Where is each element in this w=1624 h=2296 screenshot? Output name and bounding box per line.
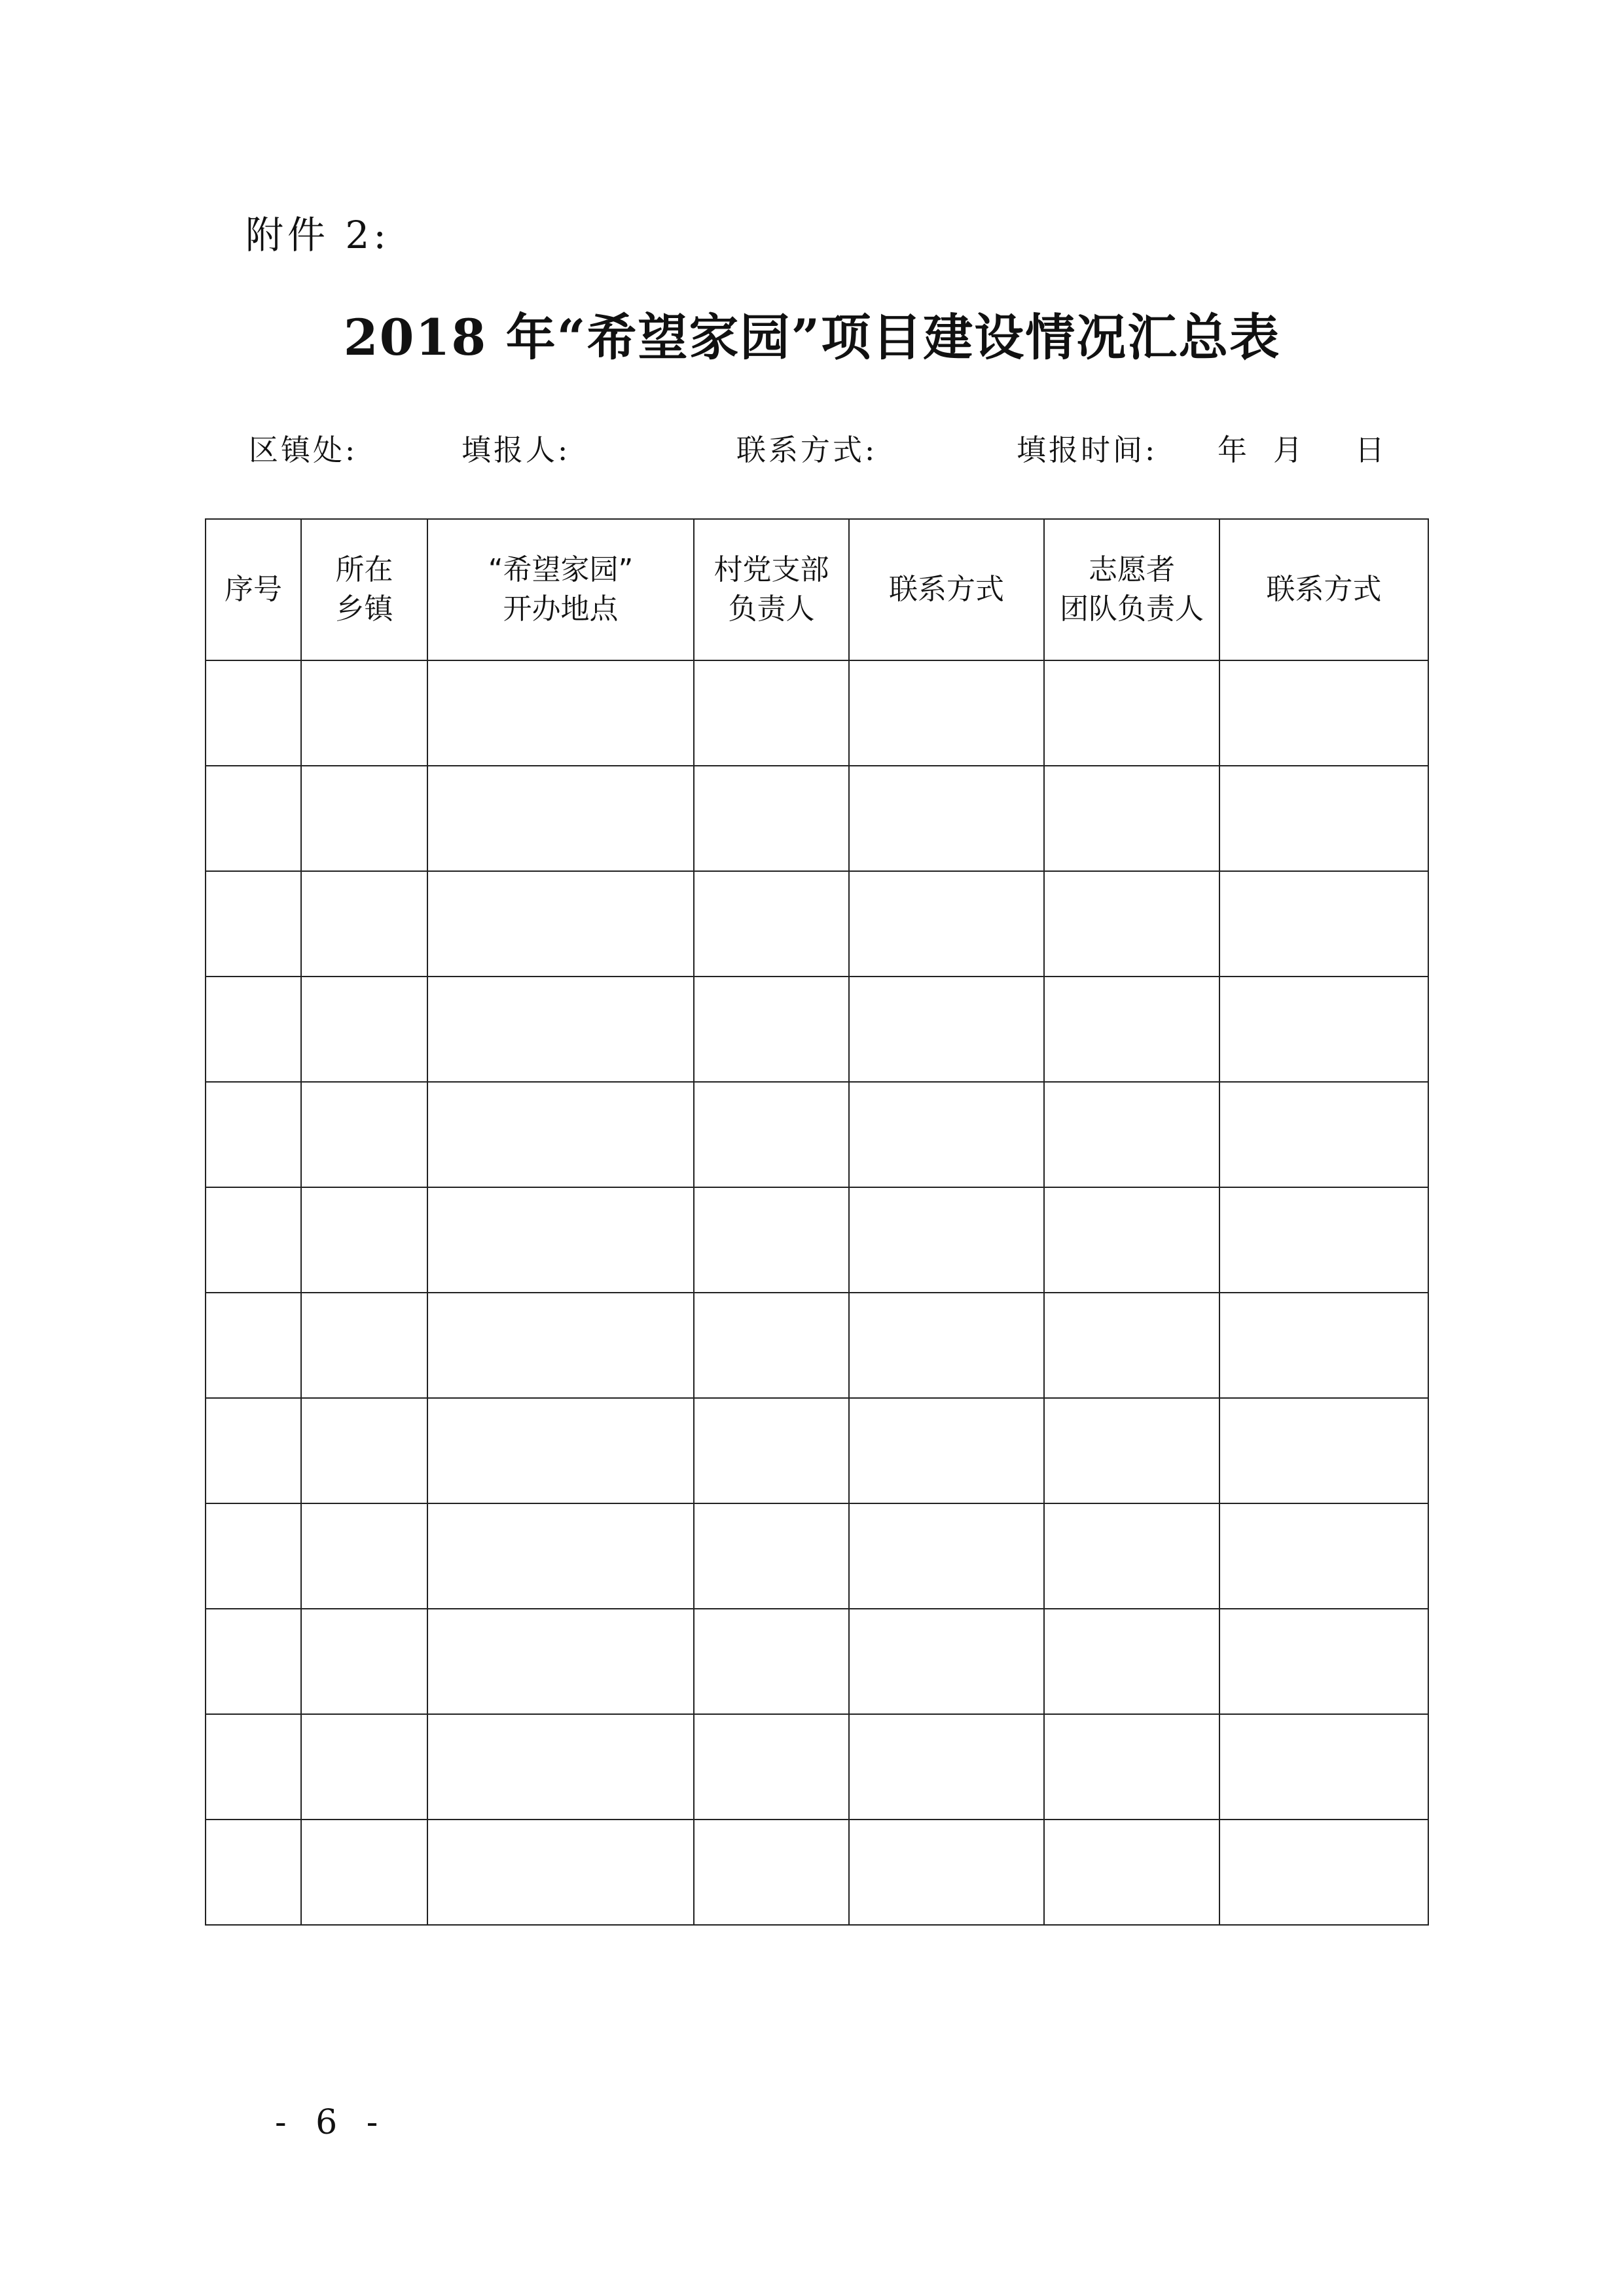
table-cell[interactable] — [427, 1820, 694, 1925]
table-row — [206, 1503, 1428, 1609]
table-cell[interactable] — [206, 1398, 301, 1503]
table-cell[interactable] — [849, 1398, 1044, 1503]
summary-table — [205, 518, 1429, 1926]
table-cell[interactable] — [849, 660, 1044, 766]
meta-district-label: 区镇处: — [249, 433, 358, 467]
table-cell[interactable] — [694, 1609, 849, 1714]
table-cell[interactable] — [1044, 1187, 1219, 1293]
table-cell[interactable] — [427, 1714, 694, 1820]
table-cell[interactable] — [301, 1082, 427, 1187]
table-cell[interactable] — [301, 1609, 427, 1714]
table-cell[interactable] — [1219, 1820, 1428, 1925]
table-cell[interactable] — [301, 1187, 427, 1293]
table-cell[interactable] — [301, 977, 427, 1082]
table-cell[interactable] — [1219, 1082, 1428, 1187]
table-cell[interactable] — [206, 871, 301, 977]
table-row — [206, 1609, 1428, 1714]
header-party-branch-leader: 村党支部 负责人 — [694, 519, 849, 660]
table-cell[interactable] — [206, 1820, 301, 1925]
table-cell[interactable] — [301, 1398, 427, 1503]
table-cell[interactable] — [427, 871, 694, 977]
table-cell[interactable] — [206, 1293, 301, 1398]
table-cell[interactable] — [1219, 1187, 1428, 1293]
table-cell[interactable] — [694, 1820, 849, 1925]
table-cell[interactable] — [1219, 1293, 1428, 1398]
meta-day-label: 日 — [1355, 433, 1388, 467]
table-cell[interactable] — [427, 660, 694, 766]
table-row — [206, 766, 1428, 871]
table-cell[interactable] — [301, 1293, 427, 1398]
table-row — [206, 977, 1428, 1082]
table-cell[interactable] — [427, 1293, 694, 1398]
table-cell[interactable] — [1219, 1609, 1428, 1714]
header-volunteer-leader: 志愿者 团队负责人 — [1044, 519, 1219, 660]
attachment-label: 附件 2: — [245, 213, 390, 257]
table-row — [206, 1714, 1428, 1820]
table-cell[interactable] — [1219, 1503, 1428, 1609]
table-cell[interactable] — [694, 1187, 849, 1293]
meta-fill-time-label: 填报时间: — [1017, 433, 1158, 467]
table-cell[interactable] — [1044, 660, 1219, 766]
table-cell[interactable] — [1044, 1609, 1219, 1714]
table-cell[interactable] — [1219, 977, 1428, 1082]
table-cell[interactable] — [849, 1503, 1044, 1609]
table-cell[interactable] — [427, 1187, 694, 1293]
table-cell[interactable] — [206, 977, 301, 1082]
table-cell[interactable] — [206, 766, 301, 871]
table-cell[interactable] — [694, 1293, 849, 1398]
table-cell[interactable] — [301, 660, 427, 766]
table-cell[interactable] — [1044, 1503, 1219, 1609]
meta-contact-label: 联系方式: — [736, 433, 878, 467]
table-cell[interactable] — [694, 1082, 849, 1187]
table-row — [206, 1820, 1428, 1925]
table-cell[interactable] — [849, 1187, 1044, 1293]
table-cell[interactable] — [849, 1082, 1044, 1187]
table-header-row — [206, 519, 1428, 660]
table-cell[interactable] — [694, 977, 849, 1082]
header-township: 所在 乡镇 — [301, 519, 427, 660]
table-cell[interactable] — [849, 871, 1044, 977]
table-row — [206, 1082, 1428, 1187]
meta-year-label: 年 — [1218, 433, 1250, 467]
meta-month-label: 月 — [1273, 433, 1306, 467]
table-cell[interactable] — [849, 1293, 1044, 1398]
table-cell[interactable] — [206, 660, 301, 766]
table-row — [206, 871, 1428, 977]
table-cell[interactable] — [694, 1503, 849, 1609]
header-serial-number: 序号 — [206, 519, 301, 660]
table-cell[interactable] — [1044, 1082, 1219, 1187]
meta-filler-label: 填报人: — [461, 433, 571, 467]
table-cell[interactable] — [694, 871, 849, 977]
table-row — [206, 1293, 1428, 1398]
table-cell[interactable] — [206, 1609, 301, 1714]
table-cell[interactable] — [849, 977, 1044, 1082]
table-cell[interactable] — [694, 766, 849, 871]
table-cell[interactable] — [1044, 871, 1219, 977]
table-cell[interactable] — [427, 766, 694, 871]
table-cell[interactable] — [1044, 1820, 1219, 1925]
header-location: “希望家园” 开办地点 — [427, 519, 694, 660]
table-cell[interactable] — [427, 1609, 694, 1714]
table-cell[interactable] — [1219, 1398, 1428, 1503]
table-cell[interactable] — [1219, 1714, 1428, 1820]
table-row — [206, 1398, 1428, 1503]
table-cell[interactable] — [1219, 766, 1428, 871]
table-row — [206, 660, 1428, 766]
table-cell[interactable] — [427, 1503, 694, 1609]
header-contact: 联系方式 — [849, 519, 1044, 660]
table-cell[interactable] — [301, 766, 427, 871]
table-cell[interactable] — [301, 1820, 427, 1925]
table-cell[interactable] — [206, 1503, 301, 1609]
table-cell[interactable] — [206, 1082, 301, 1187]
table-cell[interactable] — [301, 1503, 427, 1609]
table-cell[interactable] — [849, 766, 1044, 871]
table-cell[interactable] — [694, 1398, 849, 1503]
table-cell[interactable] — [427, 1398, 694, 1503]
table-cell[interactable] — [1044, 1398, 1219, 1503]
table-cell[interactable] — [694, 660, 849, 766]
table-cell[interactable] — [1219, 660, 1428, 766]
table-cell[interactable] — [427, 1082, 694, 1187]
document-title: 2018 年“希望家园”项目建设情况汇总表 — [343, 308, 1281, 367]
page-number: - 6 - — [275, 2103, 388, 2142]
table-cell[interactable] — [1044, 1714, 1219, 1820]
table-cell[interactable] — [301, 871, 427, 977]
table-cell[interactable] — [849, 1609, 1044, 1714]
table-cell[interactable] — [849, 1820, 1044, 1925]
table-cell[interactable] — [206, 1187, 301, 1293]
table-cell[interactable] — [206, 1714, 301, 1820]
table-cell[interactable] — [849, 1714, 1044, 1820]
table-cell[interactable] — [427, 977, 694, 1082]
table-cell[interactable] — [1044, 766, 1219, 871]
table-cell[interactable] — [1044, 977, 1219, 1082]
table-cell[interactable] — [694, 1714, 849, 1820]
table-cell[interactable] — [1044, 1293, 1219, 1398]
header-volunteer-contact: 联系方式 — [1219, 519, 1428, 660]
table-cell[interactable] — [301, 1714, 427, 1820]
table-row — [206, 1187, 1428, 1293]
table-cell[interactable] — [1219, 871, 1428, 977]
